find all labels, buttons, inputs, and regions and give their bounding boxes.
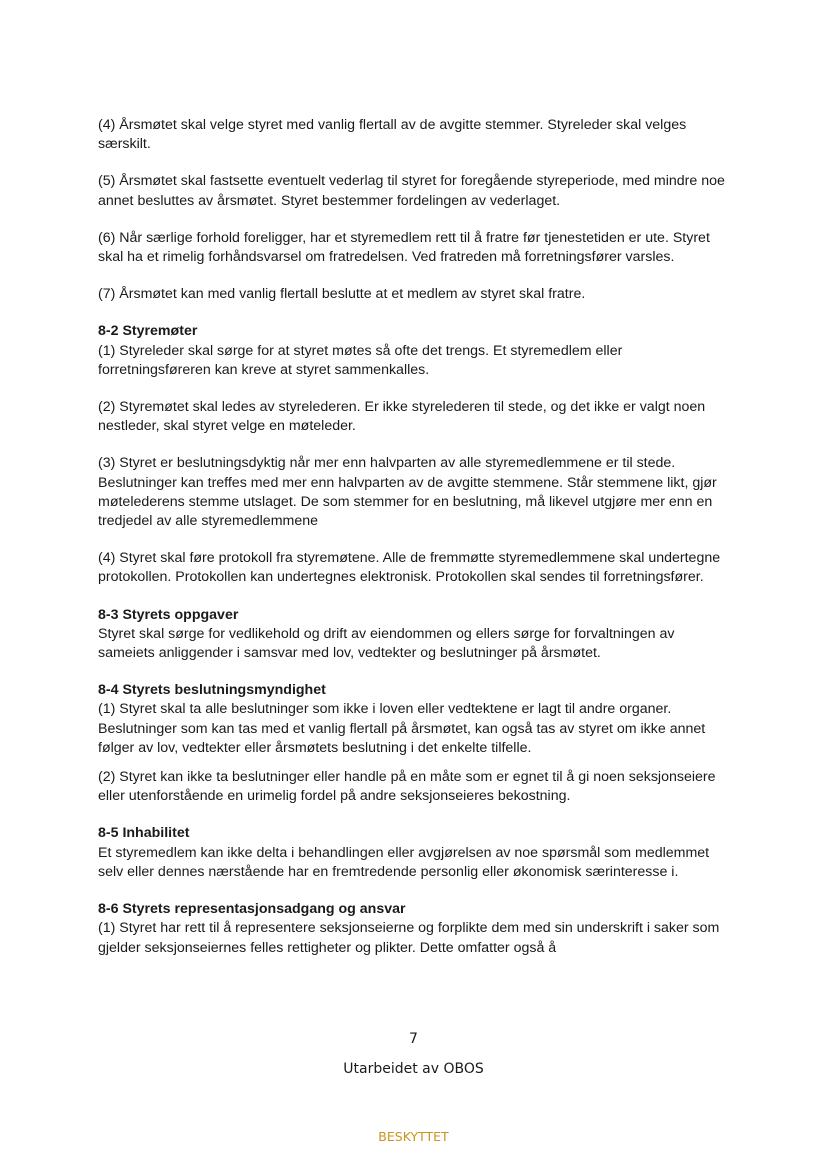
prepared-by: Utarbeidet av OBOS [343,1061,484,1077]
section-beslutningsmyndighet [98,681,728,806]
document-body [98,116,728,958]
section-representasjonsadgang [98,900,728,958]
page-number: 7 [409,1031,418,1047]
paragraph: (5) Årsmøtet skal fastsette eventuelt vederlag til styret for foregående styreperiode, med mindre noe annet besluttes av årsmøtet. Styret bestemmer fordelingen av vederlaget. [98,173,725,209]
section-heading: 8-2 Styremøter [98,323,198,340]
section-inhabilitet [98,824,728,882]
section-heading: 8-6 Styrets representasjonsadgang og ansvar [98,901,406,918]
classification-label: BESKYTTET [378,1129,449,1144]
paragraph: (4) Årsmøtet skal velge styret med vanlig flertall av de avgitte stemmer. Styreleder skal velges særskilt. [98,117,687,153]
section-heading: 8-4 Styrets beslutningsmyndighet [98,682,326,699]
paragraph: (7) Årsmøtet kan med vanlig flertall beslutte at et medlem av styret skal fratre. [98,286,586,303]
paragraph: (1) Styret skal ta alle beslutninger som ikke i loven eller vedtektene er lagt til andre organer. Beslutninger som kan tas med et vanlig flertall på årsmøtet, kan også tas av styret om ikke annet følger av lov, vedtekter eller årsmøtets beslutning i det enkelte tilfelle. [98,701,706,756]
paragraph: Styret skal sørge for vedlikehold og drift av eiendommen og ellers sørge for forvaltningen av sameiets anliggender i samsvar med lov, vedtekter og beslutninger på årsmøtet. [98,625,675,662]
paragraph: (2) Styret kan ikke ta beslutninger eller handle på en måte som er egnet til å gi noen seksjonseiere eller utenforstående en urimelig fordel på andre seksjonseieres bekostning. [98,769,716,805]
paragraph: (4) Styret skal føre protokoll fra styremøtene. Alle de fremmøtte styremedlemmene skal undertegne protokollen. Protokollen kan undertegnes elektronisk. Protokollen skal sendes til forretningsfører. [98,550,721,586]
section-heading: 8-3 Styrets oppgaver [98,606,239,623]
paragraph: (1) Styreleder skal sørge for at styret møtes så ofte det trengs. Et styremedlem eller forretningsføreren kan kreve at styret sammenkalles. [98,342,623,378]
section-styremoter [98,322,728,587]
paragraph: (2) Styremøtet skal ledes av styrelederen. Er ikke styrelederen til stede, og det ikke er valgt noen nestleder, skal styret velge en møteleder. [98,399,706,435]
paragraph: (6) Når særlige forhold foreligger, har et styremedlem rett til å fratre før tjenestetiden er ute. Styret skal ha et rimelig forhåndsvarsel om fratredelsen. Ved fratreden må forretningsfører varsles. [98,229,710,266]
paragraph: Et styremedlem kan ikke delta i behandlingen eller avgjørelsen av noe spørsmål som medlemmet selv eller dennes nærstående har en fremtredende personlig eller økonomisk særinteresse i. [98,844,710,880]
section-styrets-oppgaver [98,606,728,664]
paragraph: (1) Styret har rett til å representere seksjonseierne og forplikte dem med sin underskrift i saker som gjelder seksjonseiernes felles rettigheter og plikter. Dette omfatter også å [98,920,720,956]
section-heading: 8-5 Inhabilitet [98,825,190,842]
paragraph: (3) Styret er beslutningsdyktig når mer enn halvparten av alle styremedlemmene er til stede. Beslutninger kan treffes med mer enn halvparten av de avgitte stemmene. Står stemmene likt, gjør møtelederens stemme utslaget. De som stemmer for en beslutning, må likevel utgjøre mer enn en tredjedel av alle styremedlemmene [98,455,717,530]
